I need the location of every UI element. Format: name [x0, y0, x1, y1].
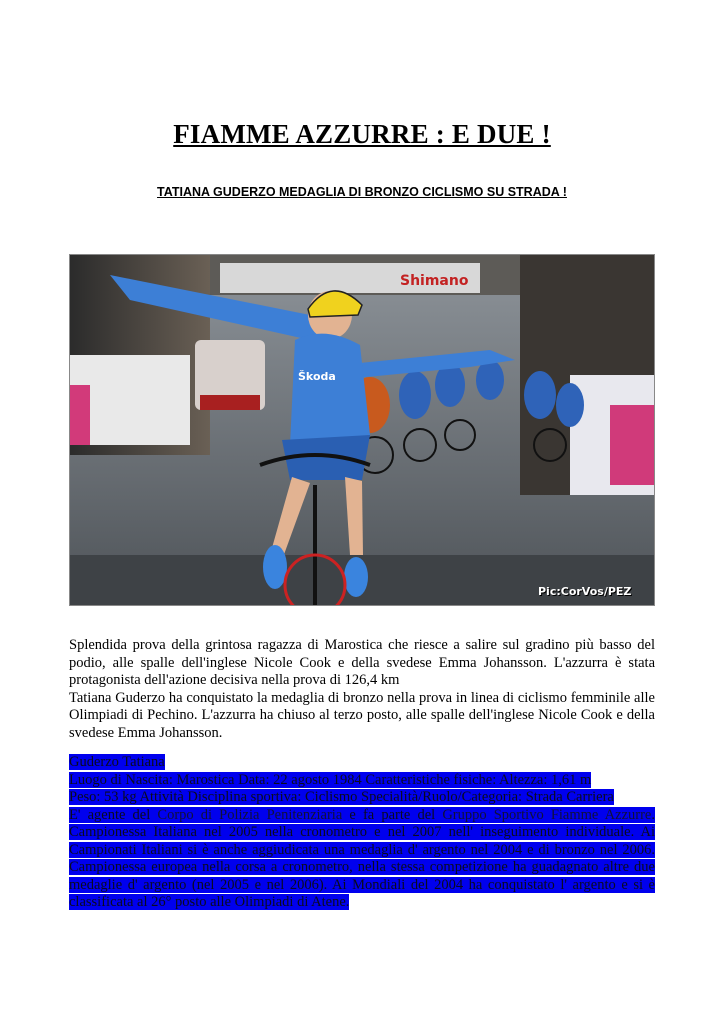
bio-line-1: Luogo di Nascita: Marostica Data: 22 agosto 1984 Caratteristiche fisiche: Altezza: 1,61 m [69, 771, 592, 788]
banner-text: Shimano [400, 273, 469, 289]
article-body [69, 637, 655, 742]
page-subtitle: TATIANA GUDERZO MEDAGLIA DI BRONZO CICLISMO SU STRADA ! [157, 185, 567, 199]
athlete-bio [69, 754, 655, 912]
photo-illustration [70, 255, 654, 605]
bio-name: Guderzo Tatiana [69, 754, 165, 770]
polizia-link[interactable]: Corpo di Polizia Penitenziaria [157, 806, 343, 823]
jersey-text: Škoda [298, 370, 336, 383]
bio-career-join: e fa parte del [342, 806, 443, 823]
bio-career-end: classificata al 26° posto alle Olimpiadi di Atene. [69, 894, 350, 910]
bio-line-2: Peso: 53 kg Attività Disciplina sportiva: Ciclismo Specialità/Ruolo/Categoria: Strada Carriera [69, 789, 614, 805]
cyclist-photo [69, 254, 655, 606]
page-title: FIAMME AZZURRE : E DUE ! [173, 119, 551, 149]
fiamme-azzurre-link[interactable]: Gruppo Sportivo Fiamme Azzurre [442, 806, 652, 823]
bio-career-text: . Campionessa Italiana nel 2005 nella cronometro e nel 2007 nell' inseguimento individuale. Ai Campionati Italiani si è anche aggiudicata una medaglia d' argento nel 2004 e di bronzo nel 2006. Campionessa europea nella corsa a cronometro, nella stessa competizione ha guadagnato altre due medaglie d' argento (nel 2005 e nel 2006). Ai Mondiali del 2004 ha conquistato l' argento e si è [69, 806, 655, 893]
bio-career-intro: E' agente del [69, 806, 158, 823]
article-paragraph-2: Tatiana Guderzo ha conquistato la medaglia di bronzo nella prova in linea di ciclismo femminile alle Olimpiadi di Pechino. L'azzurra ha chiuso al terzo posto, alle spalle dell'inglese Nicole Cook e della svedese Emma Johansson. [69, 689, 655, 741]
article-paragraph-1: Splendida prova della grintosa ragazza di Marostica che riesce a salire sul gradino più basso del podio, alle spalle dell'inglese Nicole Cook e della svedese Emma Johansson. L'azzurra è stata protagonista dell'azione decisiva nella prova di 126,4 km [69, 637, 655, 688]
photo-credit: Pic:CorVos/PEZ [538, 585, 632, 598]
